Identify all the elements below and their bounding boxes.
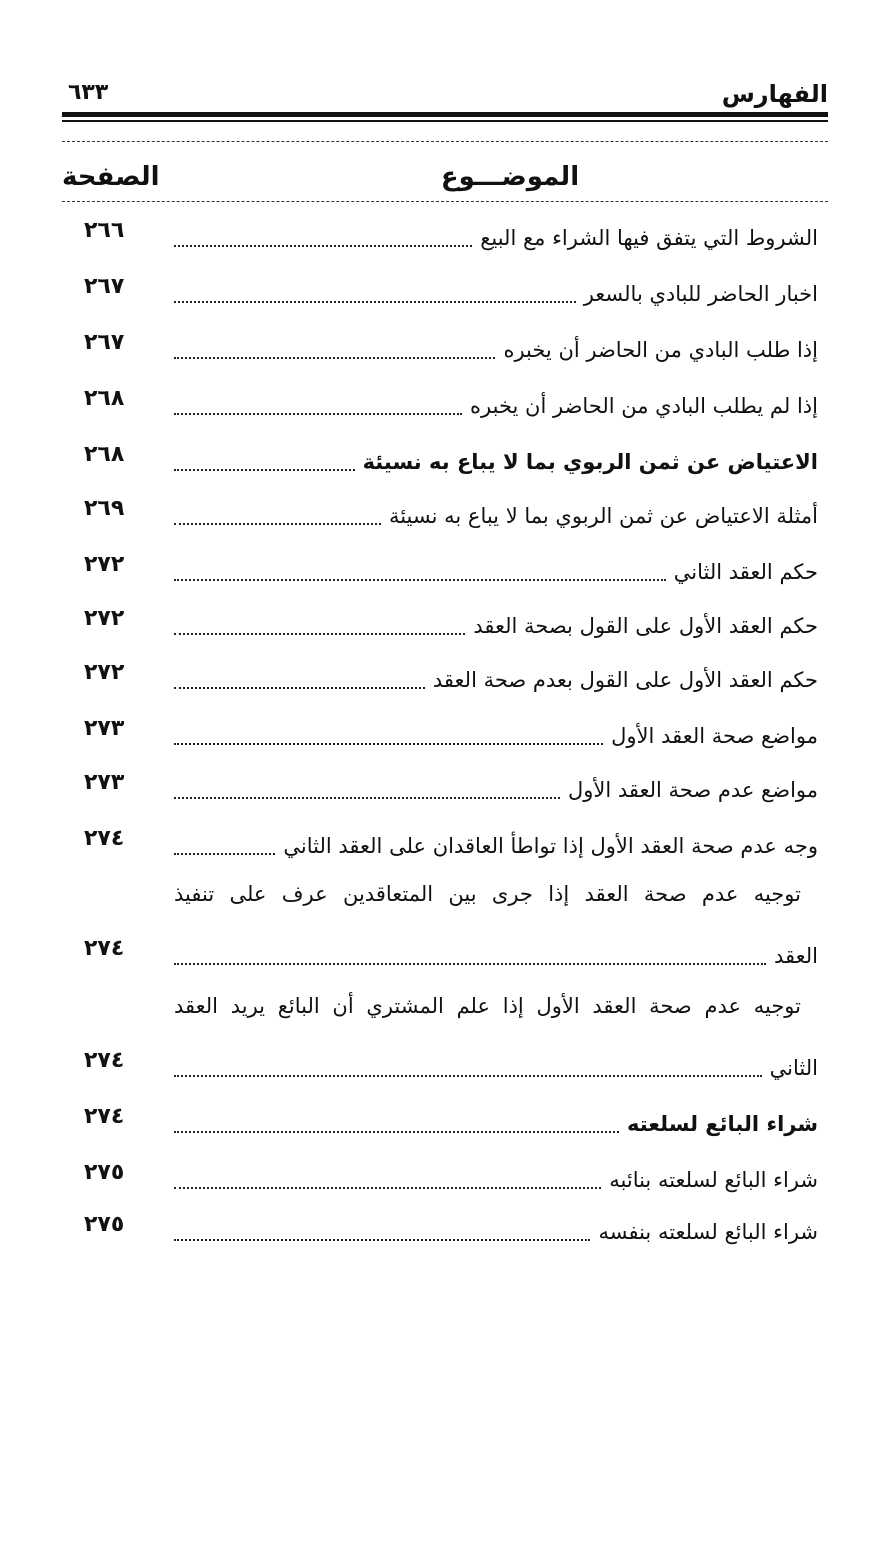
entry-title: مواضع صحة العقد الأول: [611, 724, 818, 748]
entry-page-number: ٢٦٨: [84, 386, 125, 411]
entry-title: أمثلة الاعتياض عن ثمن الربوي بما لا يباع به نسيئة: [388, 504, 818, 528]
entry-page-number: ٢٧٤: [84, 826, 125, 851]
index-entry: [62, 214, 828, 258]
index-entry-bold: [62, 438, 828, 482]
index-entry: [62, 492, 828, 536]
entry-page-number: ٢٧٢: [84, 606, 125, 631]
entry-page-number: ٢٧٤: [84, 1048, 125, 1073]
entry-page-number: ٢٦٩: [84, 496, 125, 521]
entry-title: الاعتياض عن ثمن الربوي بما لا يباع به نسيئة: [362, 450, 818, 474]
dot-leader: [174, 633, 465, 635]
index-entry: [62, 326, 828, 370]
page-number: ٦٣٣: [68, 80, 109, 105]
index-entry: [62, 382, 828, 426]
index-entry: [62, 822, 828, 866]
entry-page-number: ٢٦٨: [84, 442, 125, 467]
dot-leader: [174, 1187, 601, 1189]
entry-page-number: ٢٦٦: [84, 218, 125, 243]
entry-title: حكم العقد الثاني: [673, 560, 818, 584]
dot-leader: [174, 853, 275, 855]
entry-page-number: ٢٧٣: [84, 716, 125, 741]
entry-page-number: ٢٦٧: [84, 274, 125, 299]
entry-title-line1: توجيه عدم صحة العقد الأول إذا علم المشتري أن البائع يريد العقد: [174, 994, 801, 1018]
entry-title: وجه عدم صحة العقد الأول إذا تواطأ العاقدان على العقد الثاني: [283, 834, 818, 858]
index-entry: [62, 656, 828, 700]
column-heading-page: الصفحة: [62, 162, 160, 192]
entry-title: إذا طلب البادي من الحاضر أن يخبره: [503, 338, 818, 362]
entry-title: مواضع عدم صحة العقد الأول: [567, 778, 818, 802]
entry-page-number: ٢٧٢: [84, 552, 125, 577]
entry-page-number: ٢٧٤: [84, 936, 125, 961]
dot-leader: [174, 963, 766, 965]
index-entry: [62, 932, 828, 976]
entry-page-number: ٢٧٥: [84, 1160, 125, 1185]
dot-leader: [174, 245, 472, 247]
column-heading-topic: الموضـــوع: [440, 162, 580, 192]
header-rule-thin: [62, 120, 828, 122]
entry-title: حكم العقد الأول على القول بعدم صحة العقد: [432, 668, 818, 692]
index-entry: [62, 270, 828, 314]
dot-leader: [174, 1131, 619, 1133]
dot-leader: [174, 797, 560, 799]
index-entry: [62, 1208, 828, 1252]
dot-leader: [174, 1239, 590, 1241]
dot-leader: [174, 687, 425, 689]
entry-title: شراء البائع لسلعته: [626, 1112, 818, 1136]
dot-leader: [174, 413, 462, 415]
entry-title: شراء البائع لسلعته بنائبه: [609, 1168, 818, 1192]
entry-page-number: ٢٧٤: [84, 1104, 125, 1129]
entry-title: حكم العقد الأول على القول بصحة العقد: [473, 614, 818, 638]
index-entry: [62, 1044, 828, 1088]
dashed-divider-heading: [62, 201, 828, 202]
entry-title: العقد: [773, 944, 818, 968]
dashed-divider-top: [62, 141, 828, 142]
dot-leader: [174, 301, 576, 303]
running-head: [62, 76, 828, 110]
entry-title: الشروط التي يتفق فيها الشراء مع البيع: [480, 226, 818, 250]
dot-leader: [174, 523, 381, 525]
entry-title: شراء البائع لسلعته بنفسه: [598, 1220, 818, 1244]
dot-leader: [174, 743, 603, 745]
index-entry: [62, 712, 828, 756]
dot-leader: [174, 357, 495, 359]
index-entry: [62, 766, 828, 810]
dot-leader: [174, 579, 666, 581]
entry-page-number: ٢٧٣: [84, 770, 125, 795]
index-entry: [62, 1156, 828, 1200]
entry-title-line1: توجيه عدم صحة العقد إذا جرى بين المتعاقدين عرف على تنفيذ: [174, 882, 801, 906]
entry-page-number: ٢٦٧: [84, 330, 125, 355]
header-rule-thick: [62, 112, 828, 117]
section-title: الفهارس: [721, 80, 828, 108]
entry-page-number: ٢٧٢: [84, 660, 125, 685]
dot-leader: [174, 469, 355, 471]
index-entry: [62, 548, 828, 592]
index-entry-bold: [62, 1100, 828, 1144]
entry-title: اخبار الحاضر للبادي بالسعر: [583, 282, 818, 306]
entry-title: الثاني: [769, 1056, 818, 1080]
entry-page-number: ٢٧٥: [84, 1212, 125, 1237]
dot-leader: [174, 1075, 762, 1077]
entry-title: إذا لم يطلب البادي من الحاضر أن يخبره: [470, 394, 818, 418]
index-entry: [62, 602, 828, 646]
